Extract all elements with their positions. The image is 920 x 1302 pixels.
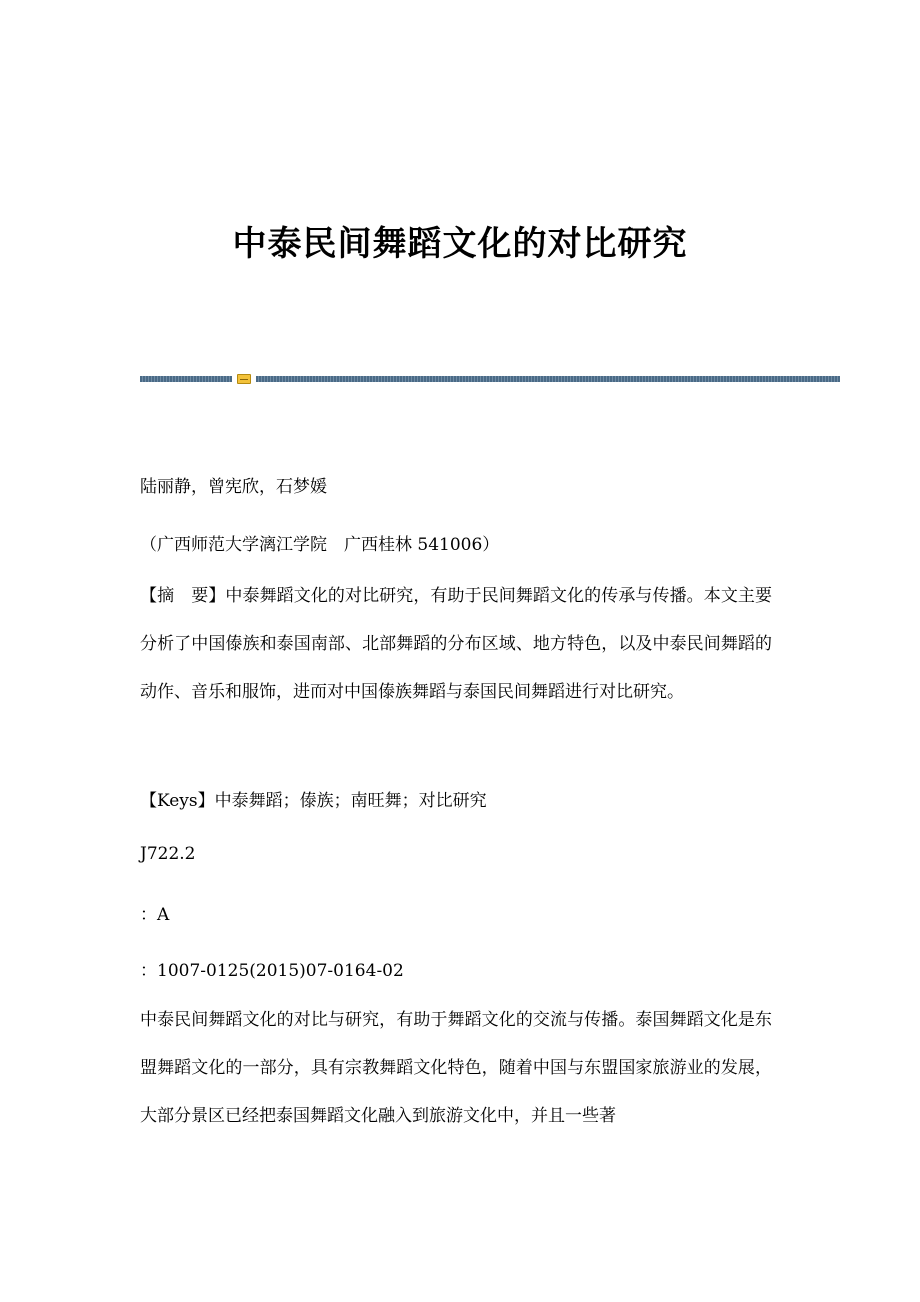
page-title: 中泰民间舞蹈文化的对比研究	[232, 224, 688, 264]
affiliation: （广西师范大学漓江学院 广西桂林 541006）	[140, 535, 500, 555]
document-code: ：A	[140, 905, 170, 925]
title-divider	[140, 374, 840, 384]
divider-bar-left	[140, 376, 232, 382]
divider-bar-right	[256, 376, 840, 382]
body-paragraph: 中泰民间舞蹈文化的对比与研究，有助于舞蹈文化的交流与传播。泰国舞蹈文化是东盟舞蹈文化的一部分，具有宗教舞蹈文化特色，随着中国与东盟国家旅游业的发展，大部分景区已经把泰国舞蹈文化融入到旅游文化中，并且一些著	[140, 1010, 772, 1126]
keywords: 【Keys】中泰舞蹈；傣族；南旺舞；对比研究	[140, 791, 487, 811]
article-id: ：1007-0125(2015)07-0164-02	[140, 961, 404, 981]
authors: 陆丽静，曾宪欣，石梦媛	[140, 477, 327, 497]
classification-number: J722.2	[140, 844, 196, 864]
abstract: 【摘 要】中泰舞蹈文化的对比研究，有助于民间舞蹈文化的传承与传播。本文主要分析了中国傣族和泰国南部、北部舞蹈的分布区域、地方特色，以及中泰民间舞蹈的动作、音乐和服饰，进而对中国傣族舞蹈与泰国民间舞蹈进行对比研究。	[140, 586, 772, 702]
divider-ornament-icon	[237, 374, 251, 384]
